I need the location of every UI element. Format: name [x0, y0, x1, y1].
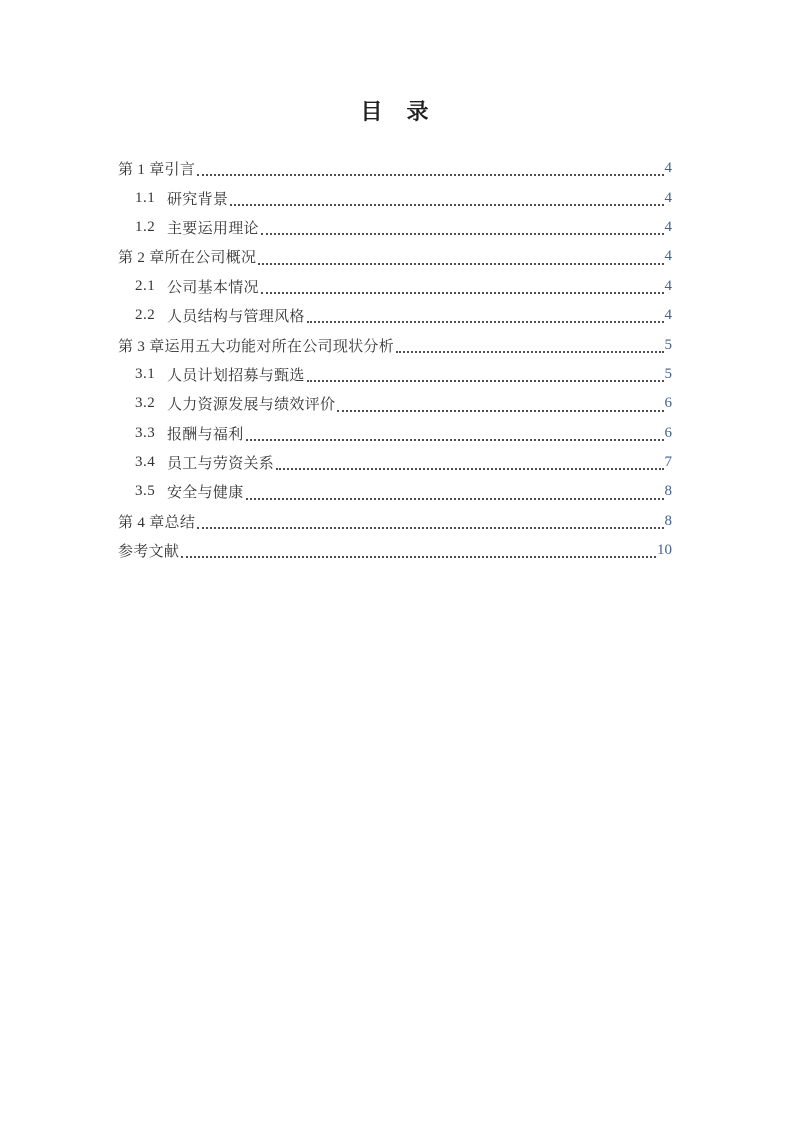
- toc-entry-label: 员工与劳资关系: [167, 456, 275, 473]
- toc-entry-label: 主要运用理论: [167, 220, 259, 237]
- toc-entry-label: 总结: [164, 514, 196, 531]
- toc-content: [118, 0, 672, 565]
- toc-page-number: 10: [657, 542, 672, 559]
- toc-leader-dots: [337, 410, 663, 412]
- toc-entry-label: 安全与健康: [167, 485, 244, 502]
- toc-row[interactable]: [118, 154, 672, 183]
- toc-row[interactable]: [118, 330, 672, 359]
- toc-entry-number: 2.2: [135, 307, 156, 324]
- toc-entry-number: 第 2 章: [118, 250, 165, 267]
- toc-leader-dots: [396, 351, 663, 353]
- toc-row[interactable]: [118, 272, 672, 301]
- toc-entry-label: 人员计划招募与甄选: [167, 367, 305, 384]
- toc-entry-number: 3.3: [135, 424, 156, 441]
- toc-leader-dots: [261, 292, 664, 294]
- toc-row[interactable]: [118, 536, 672, 565]
- toc-leader-dots: [197, 174, 663, 176]
- toc-page-number: 6: [664, 395, 672, 412]
- toc-row[interactable]: [118, 242, 672, 271]
- toc-entry-number: 3.2: [135, 395, 156, 412]
- toc-page-number: 4: [664, 189, 672, 206]
- toc-page-number: 4: [664, 218, 672, 235]
- toc-row[interactable]: [118, 213, 672, 242]
- toc-row[interactable]: [118, 183, 672, 212]
- toc-list: [118, 154, 672, 565]
- toc-entry-label: 所在公司概况: [164, 250, 257, 267]
- toc-page-number: 4: [664, 160, 672, 177]
- toc-leader-dots: [307, 380, 664, 382]
- toc-entry-label: 运用五大功能对所在公司现状分析: [164, 338, 395, 355]
- toc-entry-number: 1.2: [135, 218, 156, 235]
- toc-entry-number: 2.1: [135, 277, 156, 294]
- toc-row[interactable]: [118, 448, 672, 477]
- toc-entry-number: 3.4: [135, 454, 156, 471]
- toc-leader-dots: [258, 263, 663, 265]
- toc-page-number: 6: [664, 424, 672, 441]
- toc-leader-dots: [230, 204, 663, 206]
- toc-entry-label: 人力资源发展与绩效评价: [167, 397, 336, 414]
- toc-page-number: 7: [664, 454, 672, 471]
- toc-page-number: 4: [664, 307, 672, 324]
- toc-entry-number: 1.1: [135, 189, 156, 206]
- toc-leader-dots: [246, 439, 664, 441]
- toc-entry-number: 3.1: [135, 365, 156, 382]
- toc-leader-dots: [197, 527, 663, 529]
- toc-entry-number: 第 1 章: [118, 162, 165, 179]
- toc-row[interactable]: [118, 507, 672, 536]
- toc-page-number: 8: [664, 483, 672, 500]
- toc-entry-number: 第 3 章: [118, 338, 165, 355]
- toc-entry-label: 研究背景: [167, 191, 229, 208]
- toc-page-number: 4: [664, 277, 672, 294]
- toc-title: 目 录: [360, 99, 430, 124]
- toc-entry-label: 参考文献: [118, 544, 180, 561]
- toc-leader-dots: [181, 556, 656, 558]
- toc-entry-number: 3.5: [135, 483, 156, 500]
- toc-row[interactable]: [118, 301, 672, 330]
- toc-entry-label: 人员结构与管理风格: [167, 309, 305, 326]
- toc-page-number: 5: [664, 336, 672, 353]
- toc-row[interactable]: [118, 419, 672, 448]
- toc-entry-label: 公司基本情况: [167, 279, 259, 296]
- toc-leader-dots: [307, 321, 664, 323]
- toc-entry-number: 第 4 章: [118, 514, 165, 531]
- toc-entry-label: 引言: [164, 162, 196, 179]
- toc-page-number: 5: [664, 365, 672, 382]
- toc-page-number: 8: [664, 512, 672, 529]
- toc-leader-dots: [246, 498, 664, 500]
- toc-row[interactable]: [118, 389, 672, 418]
- toc-row[interactable]: [118, 360, 672, 389]
- toc-leader-dots: [261, 233, 664, 235]
- toc-entry-label: 报酬与福利: [167, 426, 244, 443]
- toc-page-number: 4: [664, 248, 672, 265]
- toc-row[interactable]: [118, 477, 672, 506]
- toc-leader-dots: [276, 468, 663, 470]
